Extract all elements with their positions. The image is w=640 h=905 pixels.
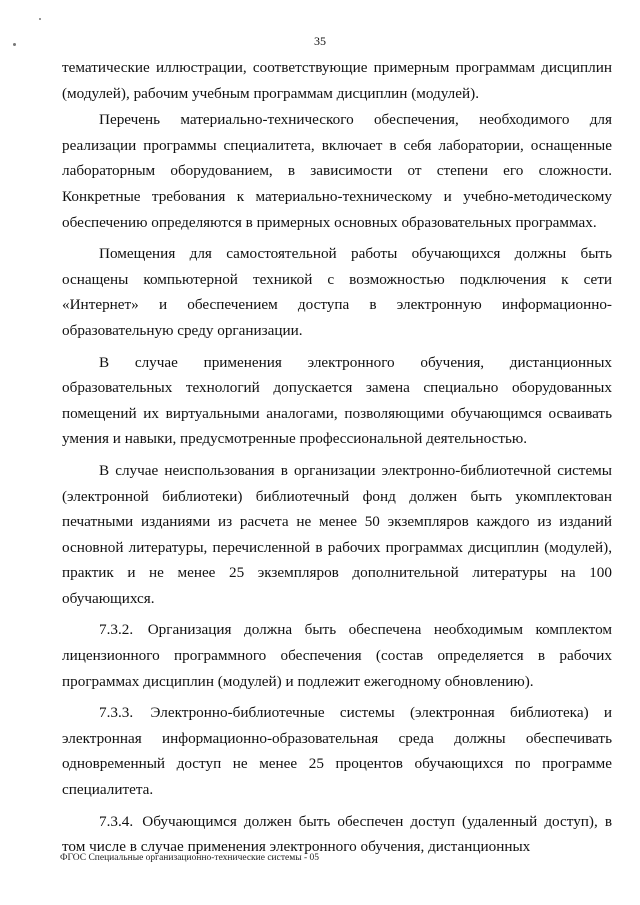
page-number: 35 xyxy=(314,34,326,48)
paragraph-text: Помещения для самостоятельной работы обучающихся должны быть оснащены компьютерной техникой с возможностью подключения к сети «Интернет» и обеспечением доступа в электронную информационно-образовательную среду организации. xyxy=(62,245,612,339)
section-number: 7.3.4. xyxy=(99,812,134,830)
paragraph-7-3-2 xyxy=(62,617,612,694)
paragraph-library-fund xyxy=(62,458,612,612)
paragraph-7-3-3 xyxy=(62,700,612,802)
paragraph-text: Перечень материально-технического обеспечения, необходимого для реализации программы специалитета, включает в себя лаборатории, оснащенные лабораторным оборудованием, в зависимости от степени его сложности. Конкретные требования к материально-техническому и учебно-методическому обеспечению определяются в примерных основных образовательных программах. xyxy=(62,111,612,231)
paragraph-text: В случае применения электронного обучения, дистанционных образовательных технологий допускается замена специально оборудованных помещений их виртуальными аналогами, позволяющими обучающимся осваивать умения и навыки, предусмотренные профессиональной деятельностью. xyxy=(62,353,612,448)
section-number: 7.3.3. xyxy=(99,704,134,722)
paragraph-equipment-list xyxy=(62,107,612,235)
paragraph-self-study-rooms xyxy=(62,241,612,343)
paragraph-text: Обучающимся должен быть обеспечен доступ (удаленный доступ), в том числе в случае применения электронного обучения, дистанционных xyxy=(62,812,612,856)
page-footer: ФГОС Специальные организационно-технические системы - 05 xyxy=(60,853,320,863)
paragraph-continuation xyxy=(62,55,612,106)
paragraph-e-learning xyxy=(62,350,612,452)
paragraph-text: В случае неиспользования в организации электронно-библиотечной системы (электронной библиотеки) библиотечный фонд должен быть укомплектован печатными изданиями из расчета не менее 50 экземпляров каждого из изданий основной литературы, перечисленной в рабочих программах дисциплин (модулей), практик и не менее 25 экземпляров дополнительной литературы на 100 обучающихся. xyxy=(62,461,612,607)
section-number: 7.3.2. xyxy=(99,621,134,639)
scan-speck xyxy=(39,18,41,20)
paragraph-text: тематические иллюстрации, соответствующие примерным программам дисциплин (модулей), рабочим учебным программам дисциплин (модулей). xyxy=(62,59,612,102)
paragraph-text: Электронно-библиотечные системы (электронная библиотека) и электронная информационно-образовательная среда должны обеспечивать одновременный доступ не менее 25 процентов обучающихся по программе специалитета. xyxy=(62,704,613,799)
paragraph-text: Организация должна быть обеспечена необходимым комплектом лицензионного программного обеспечения (состав определяется в рабочих программах дисциплин (модулей) и подлежит ежегодному обновлению). xyxy=(62,621,613,690)
body-text xyxy=(62,55,612,860)
